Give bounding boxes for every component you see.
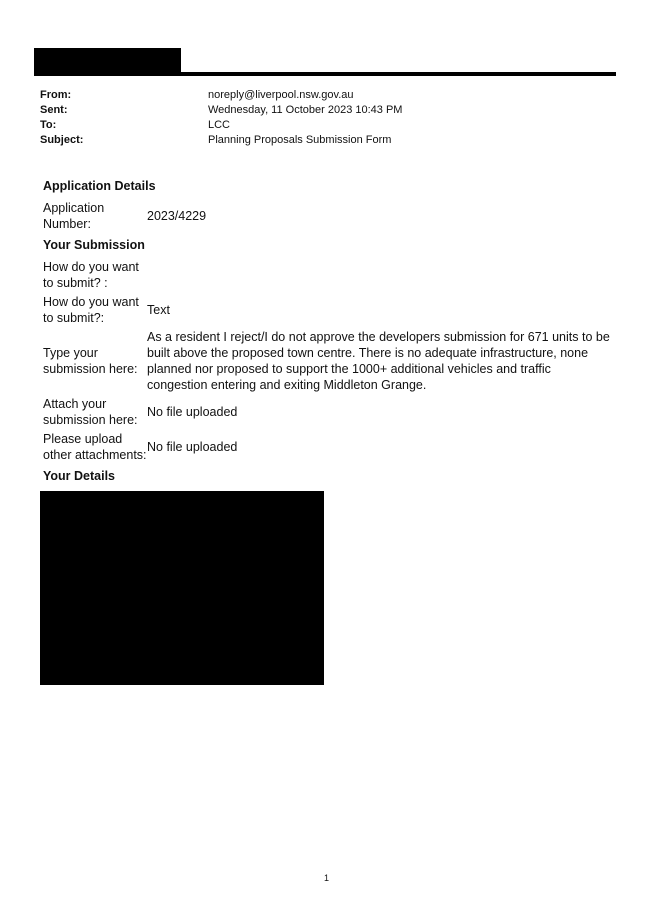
other-attachments-label: Please upload other attachments: bbox=[43, 432, 147, 462]
application-number-value: 2023/4229 bbox=[147, 209, 207, 223]
your-submission-heading: Your Submission bbox=[43, 238, 145, 252]
how-submit-label-1: How do you want to submit? : bbox=[43, 260, 139, 290]
email-to-label: To: bbox=[40, 119, 57, 131]
other-attachments-row bbox=[43, 431, 613, 463]
email-sent-label: Sent: bbox=[40, 104, 68, 116]
attach-submission-label: Attach your submission here: bbox=[43, 397, 138, 427]
application-details-heading: Application Details bbox=[43, 179, 156, 193]
email-sent-row bbox=[40, 103, 600, 118]
how-submit-row-1 bbox=[43, 259, 613, 291]
email-from-value: noreply@liverpool.nsw.gov.au bbox=[208, 89, 354, 101]
application-number-label: Application Number: bbox=[43, 201, 105, 231]
how-submit-value-2: Text bbox=[147, 303, 170, 317]
header-rule bbox=[34, 72, 616, 76]
submission-text-value: As a resident I reject/I do not approve the developers submission for 671 units to be built above the proposed town centre. There is no adequate infrastructure, none planned nor proposed to support the 1000+ additional vehicles and traffic congestion entering and exiting Middleton Grange. bbox=[147, 330, 610, 392]
redacted-header-block bbox=[34, 48, 181, 74]
attach-submission-row bbox=[43, 396, 613, 428]
submission-form bbox=[43, 176, 613, 487]
other-attachments-value: No file uploaded bbox=[147, 440, 238, 454]
redacted-details-block bbox=[40, 491, 324, 685]
submission-text-row bbox=[43, 329, 613, 393]
submission-text-label: Type your submission here: bbox=[43, 346, 138, 376]
email-from-label: From: bbox=[40, 89, 72, 101]
application-number-row bbox=[43, 200, 613, 232]
email-subject-label: Subject: bbox=[40, 134, 84, 146]
email-header-fields bbox=[40, 88, 600, 148]
email-sent-value: Wednesday, 11 October 2023 10:43 PM bbox=[208, 104, 403, 116]
email-to-value: LCC bbox=[208, 119, 231, 131]
how-submit-row-2 bbox=[43, 294, 613, 326]
your-details-heading: Your Details bbox=[43, 469, 116, 483]
email-subject-row bbox=[40, 133, 600, 148]
page-number: 1 bbox=[323, 873, 329, 883]
email-subject-value: Planning Proposals Submission Form bbox=[208, 134, 392, 146]
attach-submission-value: No file uploaded bbox=[147, 405, 238, 419]
email-from-row bbox=[40, 88, 600, 103]
email-to-row bbox=[40, 118, 600, 133]
how-submit-label-2: How do you want to submit?: bbox=[43, 295, 139, 325]
